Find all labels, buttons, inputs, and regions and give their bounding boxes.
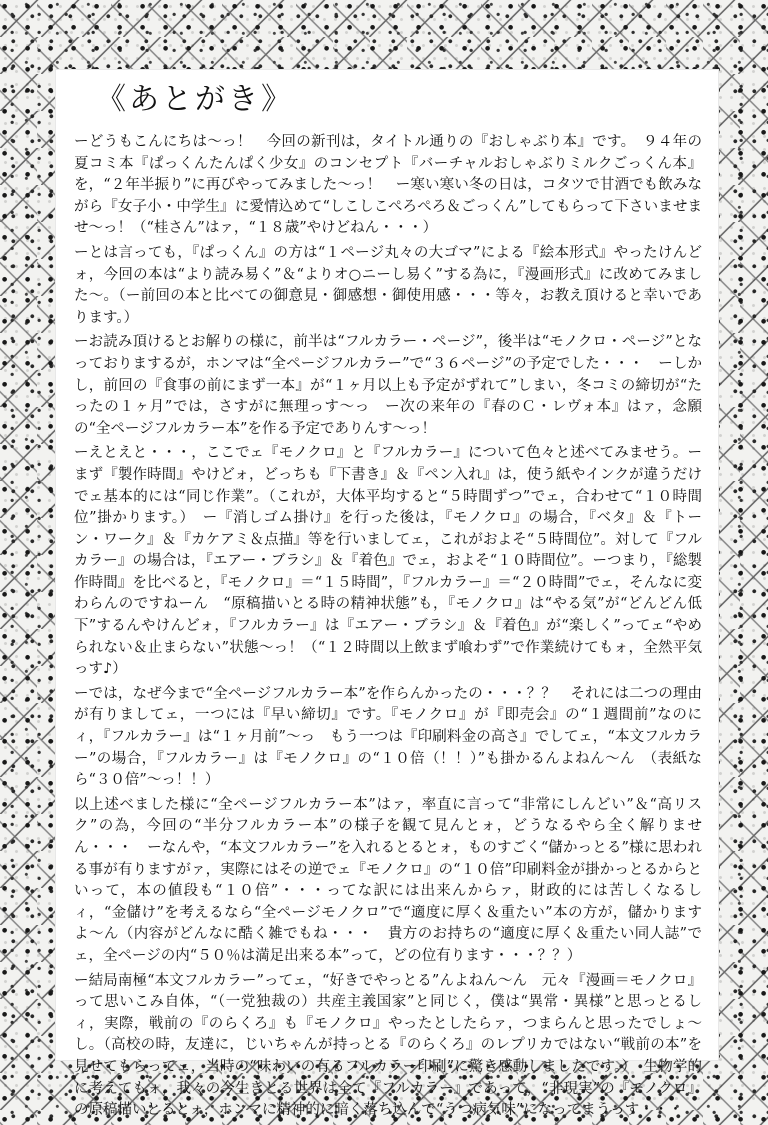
- paragraph-conclusion: ー結局南極“本文フルカラー”ってェ，“好きでやっとる”んよねん〜ん 元々『漫画＝モノクロ』って思いこみ自体，“（一党独裁の）共産主義国家”と同じく，僕は“異常・異様”と思っとるしィ，実際，戦前の『のらくろ』も『モノクロ』やったとしたらァ，つまらんと思ったでしょ〜し。（高校の時，友達に，じいちゃんが持っとる『のらくろ』のレプリカではない“戦前の本”を見せてもらってェ，当時の“味わいの有るフルカラー印刷”に驚き感動しましたです。） 生物学的に考えてもォ，我々の今生きとる世界は全て『フルカラー』であって，“非現実”の『モノクロ』の原稿描いとるとォ，ホンマに精神的に暗く落ち込んで“うつ病気味”になってまうっす・・・: [74, 972, 702, 1119]
- paragraph-production-time: ーえとえと・・・，ここでェ『モノクロ』と『フルカラー』について色々と述べてみませう。ーまず『製作時間』やけどォ，どっちも『下書き』＆『ペン入れ』は，使う紙やインクが違うだけでェ基本的には“同じ作業”。（これが，大体平均すると“５時間ずつ”でェ，合わせて“１０時間位”掛かります。） ー『消しゴム掛け』を行った後は，『モノクロ』の場合，『ベタ』＆『トーン・ワーク』＆『カケアミ＆点描』等を行いましてェ，これがおよそ“５時間位”。対して『フルカラー』の場合は，『エアー・ブラシ』＆『着色』でェ，およそ“１０時間位”。ーつまり，『総製作時間』を比べると，『モノクロ』＝“１５時間”，『フルカラー』＝“２０時間”でェ，そんなに変わらんのですねーん “原稿描いとる時の精神状態”も，『モノクロ』は“やる気”が“どんどん低下”するんやけんどォ，『フルカラー』は『エアー・ブラシ』＆『着色』が“楽しく”ってェ“やめられない＆止まらない”状態〜っ！（“１２時間以上飲まず喰わず”で作業続けてもォ，全然平気っす♪）: [74, 445, 702, 678]
- afterword-body: [74, 132, 702, 1125]
- paragraph-format: ーとは言っても，『ぱっくん』の方は“１ページ丸々の大ゴマ”による『絵本形式』やったけんどォ，今回の本は“より読み易く”＆“よりオ○ニーし易く”する為に，『漫画形式』に改めてみました〜。（ー前回の本と比べての御意見・御感想・御使用感・・・等々，お教え頂けると幸いであります。）: [74, 244, 702, 326]
- paragraph-reasons: ーでは，なぜ今まで“全ページフルカラー本”を作らんかったの・・・？？ それには二つの理由が有りましてェ，一つには『早い締切』です。『モノクロ』が『即売会』の“１週間前”なのにィ，『フルカラー』は“１ヶ月前”〜っ もう一つは『印刷料金の高さ』でしてェ，“本文フルカラー”の場合，『フルカラー』は『モノクロ』の“１０倍（！！）”も掛かるんよねん〜ん （表紙なら“３０倍”〜っ！！）: [74, 685, 702, 789]
- paragraph-cost: 以上述べました様に“全ページフルカラー本”はァ，率直に言って“非常にしんどい”＆“高リスク”の為，今回の“半分フルカラー本”の様子を観て見んとォ，どうなるやら全く解りません・・・ ーなんや，“本文フルカラー”を入れるとるとォ，ものすごく“儲かっとる”様に思われる事が有りますがァ，実際にはその逆でェ『モノクロ』の“１０倍”印刷料金が掛かっとるからといって，本の値段も“１０倍”・・・ってな訳には出来んからァ，財政的には苦しくなるしィ，“金儲け”を考えるなら“全ページモノクロ”で“適度に厚く＆重たい”本の方が，儲かりますよ〜ん（内容がどんなに酷く雑でもね・・・ 貴方のお持ちの“適度に厚く＆重たい同人誌”でェ，全ページの内“５０％は満足出来る本”って，どの位有ります・・・？？）: [74, 796, 702, 964]
- page-title: 《あとがき》: [96, 82, 294, 117]
- paragraph-intro: ーどうもこんにちは〜っ！ 今回の新刊は，タイトル通りの『おしゃぶり本』です。 ９４年の夏コミ本『ぱっくんたんぱく少女』のコンセプト『バーチャルおしゃぶりミルクごっくん本』を，“２年半振り”に再びやってみました〜っ！ ー寒い寒い冬の日は，コタツで甘酒でも飲みながら『女子小・中学生』に愛情込めて“しこしこぺろぺろ＆ごっくん”してもらって下さいませませ〜っ！（“桂さん”はァ，“１８歳”やけどねん・・・）: [74, 134, 702, 237]
- afterword-page: [56, 70, 718, 1119]
- paragraph-color-pages: ーお読み頂けるとお解りの様に，前半は“フルカラー・ページ”，後半は“モノクロ・ページ”となっておりまするが，ホンマは“全ページフルカラー”で“３６ページ”の予定でした・・・ ーしかし，前回の『食事の前にまず一本』が“１ヶ月以上も予定がずれて”しまい，冬コミの締切が“たったの１ヶ月”では，さすがに無理っす〜っ ー次の来年の『春のＣ・レヴォ本』はァ，念願の“全ページフルカラー本”を作る予定でありんす〜っ！: [74, 334, 702, 437]
